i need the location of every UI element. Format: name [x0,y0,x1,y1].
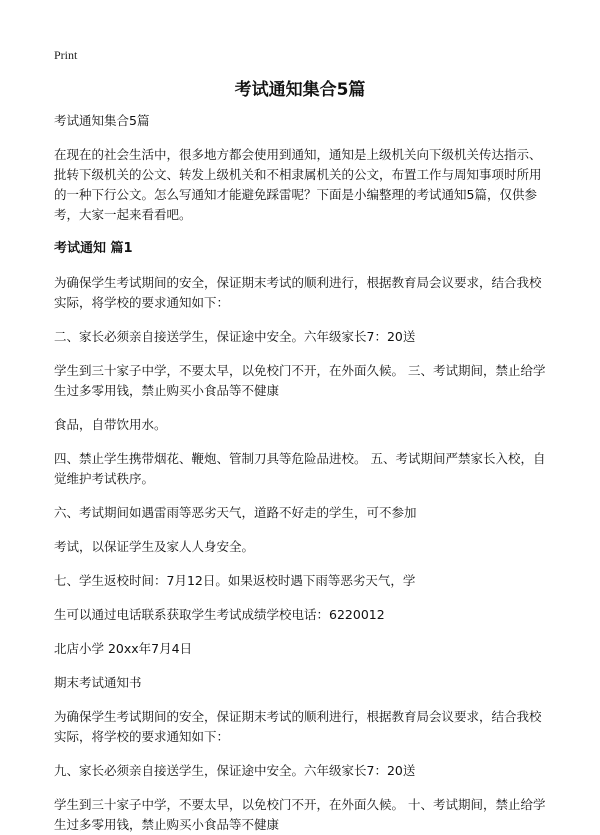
body-paragraph: 为确保学生考试期间的安全，保证期末考试的顺利进行，根据教育局会议要求，结合我校实际，将学校的要求通知如下： [54,709,542,744]
notice-title: 期末考试通知书 [54,675,142,690]
body-paragraph: 为确保学生考试期间的安全，保证期末考试的顺利进行，根据教育局会议要求，结合我校实际，将学校的要求通知如下： [54,275,542,310]
body-paragraph: 考试，以保证学生及家人人身安全。 [54,539,255,554]
body-paragraph: 生可以通过电话联系获取学生考试成绩学校电话：6220012 [54,607,385,622]
body-paragraph: 六、考试期间如遇雷雨等恶劣天气，道路不好走的学生，可不参加 [54,505,417,520]
intro-paragraph: 在现在的社会生活中，很多地方都会使用到通知，通知是上级机关向下级机关传达指示、批转下级机关的公文、转发上级机关和不相隶属机关的公文，布置工作与周知事项时所用的一种下行公文。怎么写通知才能避免踩雷呢？下面是小编整理的考试通知5篇，仅供参考，大家一起来看看吧。 [54,147,542,222]
body-paragraph: 学生到三十家子中学，不要太早，以免校门不开，在外面久候。 十、考试期间，禁止给学生过多零用钱，禁止购买小食品等不健康 [54,797,546,832]
body-paragraph: 四、禁止学生携带烟花、鞭炮、管制刀具等危险品进校。 五、考试期间严禁家长入校，自觉维护考试秩序。 [54,451,546,486]
body-paragraph: 学生到三十家子中学，不要太早，以免校门不开，在外面久候。 三、考试期间，禁止给学生过多零用钱，禁止购买小食品等不健康 [54,363,546,398]
section-heading: 考试通知 篇1 [54,241,133,256]
body-paragraph: 食品，自带饮用水。 [54,417,167,432]
body-paragraph: 九、家长必须亲自接送学生，保证途中安全。六年级家长7：20送 [54,763,416,778]
document-title: 考试通知集合5篇 [234,80,366,100]
body-paragraph: 二、家长必须亲自接送学生，保证途中安全。六年级家长7：20送 [54,329,416,344]
print-link[interactable]: Print [54,48,78,62]
signature-date: 北店小学 20xx年7月4日 [54,641,193,656]
body-paragraph: 七、学生返校时间：7月12日。如果返校时遇下雨等恶劣天气，学 [54,573,416,588]
document-subtitle: 考试通知集合5篇 [54,113,150,128]
